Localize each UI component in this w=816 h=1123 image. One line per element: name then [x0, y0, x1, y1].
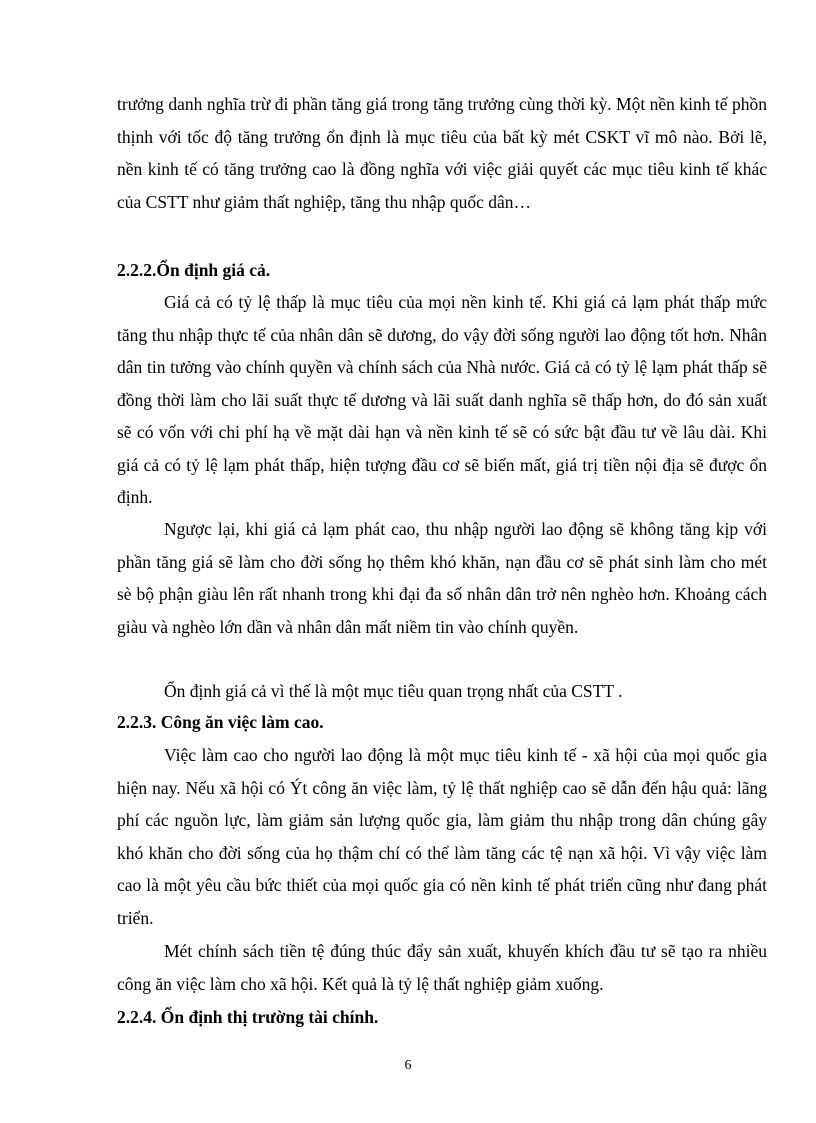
paragraph-growth-continued: trưởng danh nghĩa trừ đi phần tăng giá trong tăng trưởng cùng thời kỳ. Một nền kinh tế phồn thịnh với tốc độ tăng trưởng ổn định là mục tiêu của bất kỳ mét CSKT vĩ mô nào. Bởi lẽ, nền kinh tế có tăng trưởng cao là đồng nghĩa với việc giải quyết các mục tiêu kinh tế khác của CSTT như giảm thất nghiệp, tăng thu nhập quốc dân… [117, 94, 767, 212]
heading-financial-market: 2.2.4. Ổn định thị trường tài chính. [117, 1007, 379, 1027]
paragraph-employment: Việc làm cao cho người lao động là một mục tiêu kinh tế - xã hội của mọi quốc gia hiện nay. Nếu xã hội có Ýt công ăn việc làm, tỷ lệ thất nghiệp cao sẽ dẫn đến hậu quả: lãng phí các nguồn lực, làm giảm sản lượng quốc gia, làm giảm thu nhập trong dân chúng gây khó khăn cho đời sống của họ thậm chí có thể làm tăng các tệ nạn xã hội. Vì vậy việc làm cao là một yêu cầu bức thiết của mọi quốc gia có nền kinh tế phát triển cũng như đang phát triển. [117, 745, 767, 928]
heading-price-stability: 2.2.2.Ổn định giá cả. [117, 260, 271, 280]
heading-employment: 2.2.3. Công ăn việc làm cao. [117, 712, 324, 732]
page-number: 6 [404, 1058, 412, 1073]
paragraph-monetary-policy: Mét chính sách tiền tệ đúng thúc đẩy sản xuất, khuyến khích đầu tư sẽ tạo ra nhiều công ăn việc làm cho xã hội. Kết quả là tỷ lệ thất nghiệp giảm xuống. [117, 941, 767, 994]
paragraph-low-inflation: Giá cả có tỷ lệ thấp là mục tiêu của mọi nền kinh tế. Khi giá cả lạm phát thấp mức tăng thu nhập thực tế của nhân dân sẽ dương, do vậy đời sống người lao động tốt hơn. Nhân dân tin tưởng vào chính quyền và chính sách của Nhà nước. Giá cả có tỷ lệ lạm phát thấp sẽ đồng thời làm cho lãi suất thực tế dương và lãi suất danh nghĩa sẽ thấp hơn, do đó sản xuất sẽ có vốn với chi phí hạ về mặt dài hạn và nền kinh tế sẽ có sức bật đầu tư về lâu dài. Khi giá cả có tỷ lệ lạm phát thấp, hiện tượng đầu cơ sẽ biến mất, giá trị tiền nội địa sẽ được ổn định. [117, 292, 767, 507]
paragraph-price-conclusion: Ổn định giá cả vì thế là một mục tiêu quan trọng nhất của CSTT . [164, 681, 623, 701]
paragraph-high-inflation: Ngược lại, khi giá cả lạm phát cao, thu nhập người lao động sẽ không tăng kịp với phần tăng giá sẽ làm cho đời sống họ thêm khó khăn, nạn đầu cơ sẽ phát sinh làm cho mét sè bộ phận giàu lên rất nhanh trong khi đại đa số nhân dân trở nên nghèo hơn. Khoảng cách giàu và nghèo lớn dần và nhân dân mất niềm tin vào chính quyền. [117, 519, 767, 637]
